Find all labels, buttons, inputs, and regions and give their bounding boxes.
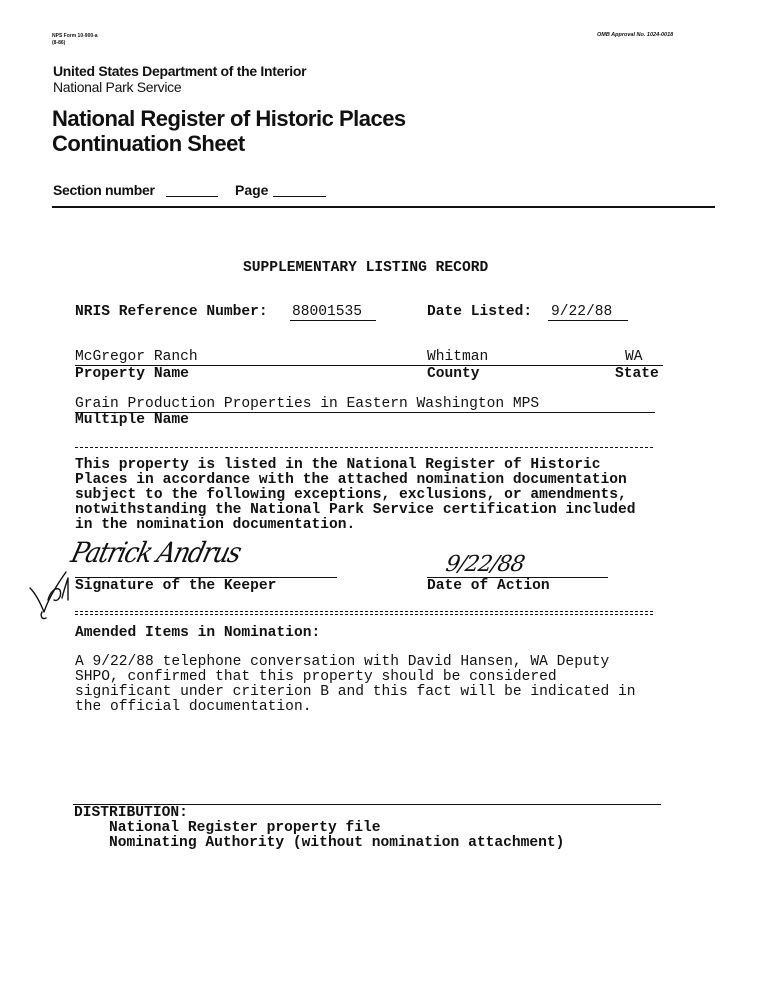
department: United States Department of the Interior (53, 63, 307, 79)
date-listed-value: 9/22/88 (551, 304, 613, 320)
county-label: County (427, 366, 480, 382)
statement-line: notwithstanding the National Park Service certification included (75, 502, 636, 518)
statement-line: This property is listed in the National Register of Historic (75, 457, 601, 473)
record-heading: SUPPLEMENTARY LISTING RECORD (243, 260, 489, 276)
multiple-name-value: Grain Production Properties in Eastern Washington MPS (75, 396, 540, 412)
amendment-line: the official documentation. (75, 699, 312, 715)
state-value: WA (625, 349, 643, 365)
distribution-item: National Register property file (109, 820, 381, 836)
distribution-label: DISTRIBUTION: (74, 805, 188, 821)
nris-label: NRIS Reference Number: (75, 304, 268, 320)
amendment-line: SHPO, confirmed that this property should be considered (75, 669, 557, 685)
multiple-name-label: Multiple Name (75, 412, 189, 428)
title-line-1: National Register of Historic Places (52, 106, 406, 131)
property-name-label: Property Name (75, 366, 189, 382)
property-name-value: McGregor Ranch (75, 349, 198, 365)
date-of-action-label: Date of Action (427, 578, 550, 594)
statement-line: subject to the following exceptions, exclusions, or amendments, (75, 487, 627, 503)
keeper-signature: Patrick Andrus (67, 536, 244, 569)
county-value: Whitman (427, 349, 489, 365)
nris-value: 88001535 (292, 304, 363, 320)
double-dashed-divider (75, 611, 653, 615)
form-number: NPS Form 10-900-a (52, 33, 98, 39)
amendment-line: significant under criterion B and this fact will be indicated in (75, 684, 636, 700)
signature-label: Signature of the Keeper (75, 578, 277, 594)
title-line-2: Continuation Sheet (52, 131, 245, 156)
state-label: State (615, 366, 659, 382)
page-label: Page (235, 182, 269, 198)
date-listed-label: Date Listed: (427, 304, 533, 320)
statement-line: Places in accordance with the attached nomination documentation (75, 472, 627, 488)
amended-items-label: Amended Items in Nomination: (75, 625, 321, 641)
handwritten-action-date: 9/22/88 (443, 552, 527, 577)
statement-line: in the nomination documentation. (75, 517, 356, 533)
distribution-item: Nominating Authority (without nomination attachment) (109, 835, 565, 851)
service: National Park Service (53, 79, 182, 95)
form-date: (8-86) (52, 40, 66, 46)
section-number-label: Section number (53, 182, 155, 198)
omb-approval: OMB Approval No. 1024-0018 (597, 32, 674, 38)
keeper-hook (41, 612, 46, 619)
amendment-line: A 9/22/88 telephone conversation with David Hansen, WA Deputy (75, 654, 610, 670)
